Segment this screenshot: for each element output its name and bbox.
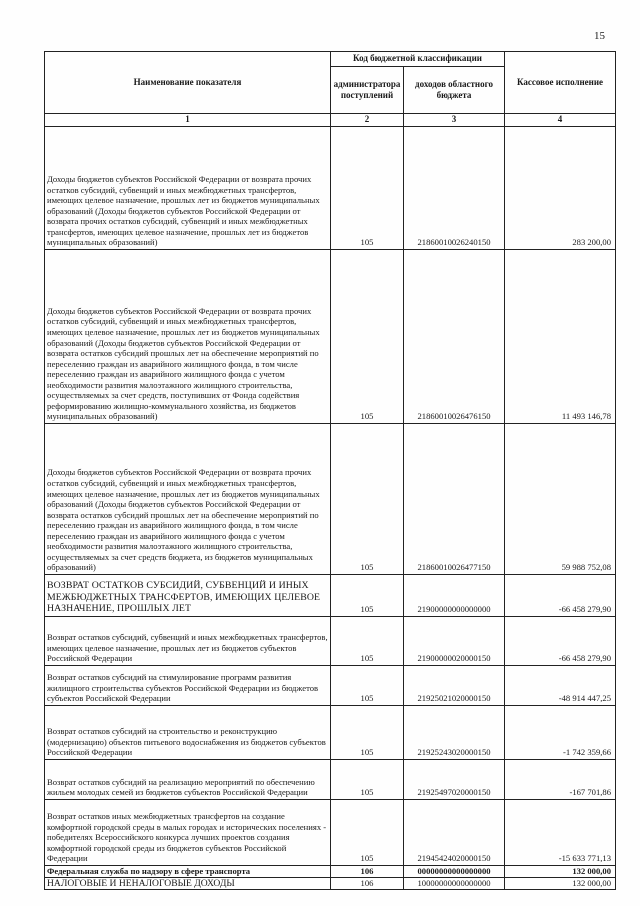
row-name: Доходы бюджетов субъектов Российской Федерации от возврата прочих остатков субсидий, субвенций и иных межбюджетных трансфертов, имеющих целевое назначение, прошлых лет из бюджетов муниципальных образований (Доходы бюджетов субъектов Российской Федерации от возврата остатков субсидий прошлых лет на обеспечение мероприятий по переселению граждан из аварийного жилищного фонда, в том числе переселению граждан из аварийного жилищного фонда с учетом необходимости развития малоэтажного жилищного строительства, осуществляемых за счет средств бюджета, из бюджетов муниципальных образований) (45, 424, 331, 575)
table-row (45, 127, 616, 250)
table-row (45, 800, 616, 866)
table-row (45, 250, 616, 424)
row-code: 21860010026476150 (404, 250, 505, 424)
row-code: 21925497020000150 (404, 760, 505, 800)
row-amount: -48 914 447,25 (505, 666, 616, 706)
row-name: Доходы бюджетов субъектов Российской Федерации от возврата прочих остатков субсидий, субвенций и иных межбюджетных трансфертов, имеющих целевое назначение, прошлых лет из бюджетов муниципальных образований (Доходы бюджетов субъектов Российской Федерации от возврата прочих остатков субсидий, субвенций и иных межбюджетных трансфертов, имеющих целевое назначение, прошлых лет из бюджетов муниципальных образований) (45, 127, 331, 250)
row-name: Федеральная служба по надзору в сфере транспорта (45, 866, 331, 878)
row-name: Возврат остатков субсидий на реализацию мероприятий по обеспечению жильем молодых семей из бюджетов субъектов Российской Федерации (45, 760, 331, 800)
header-name: Наименование показателя (45, 52, 331, 114)
row-amount: 132 000,00 (505, 866, 616, 878)
row-name: ВОЗВРАТ ОСТАТКОВ СУБСИДИЙ, СУБВЕНЦИЙ И ИНЫХ МЕЖБЮДЖЕТНЫХ ТРАНСФЕРТОВ, ИМЕЮЩИХ ЦЕЛЕВОЕ НАЗНАЧЕНИЕ, ПРОШЛЫХ ЛЕТ (45, 575, 331, 617)
row-code: 21925021020000150 (404, 666, 505, 706)
col-num-1: 1 (45, 114, 331, 127)
row-admin: 105 (331, 250, 404, 424)
row-code: 21925243020000150 (404, 706, 505, 760)
row-name: Возврат остатков субсидий, субвенций и иных межбюджетных трансфертов, имеющих целевое назначение, прошлых лет из бюджетов субъектов Российской Федерации (45, 617, 331, 666)
row-name: НАЛОГОВЫЕ И НЕНАЛОГОВЫЕ ДОХОДЫ (45, 877, 331, 890)
row-admin: 105 (331, 575, 404, 617)
header-admin: администратора поступлений (331, 67, 404, 114)
budget-execution-table (44, 51, 616, 890)
table-row (45, 575, 616, 617)
row-amount: 59 988 752,08 (505, 424, 616, 575)
page-number: 15 (594, 30, 605, 42)
col-num-2: 2 (331, 114, 404, 127)
table-row (45, 666, 616, 706)
row-admin: 105 (331, 127, 404, 250)
row-code: 21945424020000150 (404, 800, 505, 866)
row-code: 21860010026240150 (404, 127, 505, 250)
row-code: 10000000000000000 (404, 877, 505, 890)
header-revenue: доходов областного бюджета (404, 67, 505, 114)
row-amount: 132 000,00 (505, 877, 616, 890)
table-row (45, 760, 616, 800)
row-amount: -1 742 359,66 (505, 706, 616, 760)
row-admin: 105 (331, 760, 404, 800)
row-name: Возврат остатков субсидий на стимулирование программ развития жилищного строительства субъектов Российской Федерации из бюджетов субъектов Российской Федерации (45, 666, 331, 706)
row-name: Возврат остатков субсидий на строительство и реконструкцию (модернизацию) объектов питьевого водоснабжения из бюджетов субъектов Российской Федерации (45, 706, 331, 760)
row-admin: 105 (331, 424, 404, 575)
header-execution: Кассовое исполнение (505, 52, 616, 114)
row-admin: 106 (331, 866, 404, 878)
table-row (45, 617, 616, 666)
table-row (45, 706, 616, 760)
row-code: 21900000020000150 (404, 617, 505, 666)
row-admin: 106 (331, 877, 404, 890)
row-code: 21860010026477150 (404, 424, 505, 575)
row-code: 00000000000000000 (404, 866, 505, 878)
row-amount: -15 633 771,13 (505, 800, 616, 866)
row-amount: 283 200,00 (505, 127, 616, 250)
col-num-3: 3 (404, 114, 505, 127)
row-admin: 105 (331, 617, 404, 666)
row-amount: -66 458 279,90 (505, 617, 616, 666)
row-admin: 105 (331, 800, 404, 866)
table-row (45, 866, 616, 878)
col-num-4: 4 (505, 114, 616, 127)
table-row (45, 877, 616, 890)
row-amount: -167 701,86 (505, 760, 616, 800)
row-amount: -66 458 279,90 (505, 575, 616, 617)
row-code: 21900000000000000 (404, 575, 505, 617)
row-admin: 105 (331, 666, 404, 706)
table-row (45, 424, 616, 575)
header-code-group: Код бюджетной классификации (331, 52, 505, 67)
row-amount: 11 493 146,78 (505, 250, 616, 424)
row-admin: 105 (331, 706, 404, 760)
row-name: Доходы бюджетов субъектов Российской Федерации от возврата прочих остатков субсидий, субвенций и иных межбюджетных трансфертов, имеющих целевое назначение, прошлых лет из бюджетов муниципальных образований (Доходы бюджетов субъектов Российской Федерации от возврата остатков субсидий прошлых лет на обеспечение мероприятий по переселению граждан из аварийного жилищного фонда, в том числе переселению граждан из аварийного жилищного фонда с учетом необходимости развития малоэтажного жилищного строительства, осуществляемых за счет средств, поступивших от Фонда содействия реформированию жилищно-коммунального хозяйства, из бюджетов муниципальных образований) (45, 250, 331, 424)
row-name: Возврат остатков иных межбюджетных трансфертов на создание комфортной городской среды в малых городах и исторических поселениях - победителях Всероссийского конкурса лучших проектов создания комфортной городской среды из бюджетов субъектов Российской Федерации (45, 800, 331, 866)
